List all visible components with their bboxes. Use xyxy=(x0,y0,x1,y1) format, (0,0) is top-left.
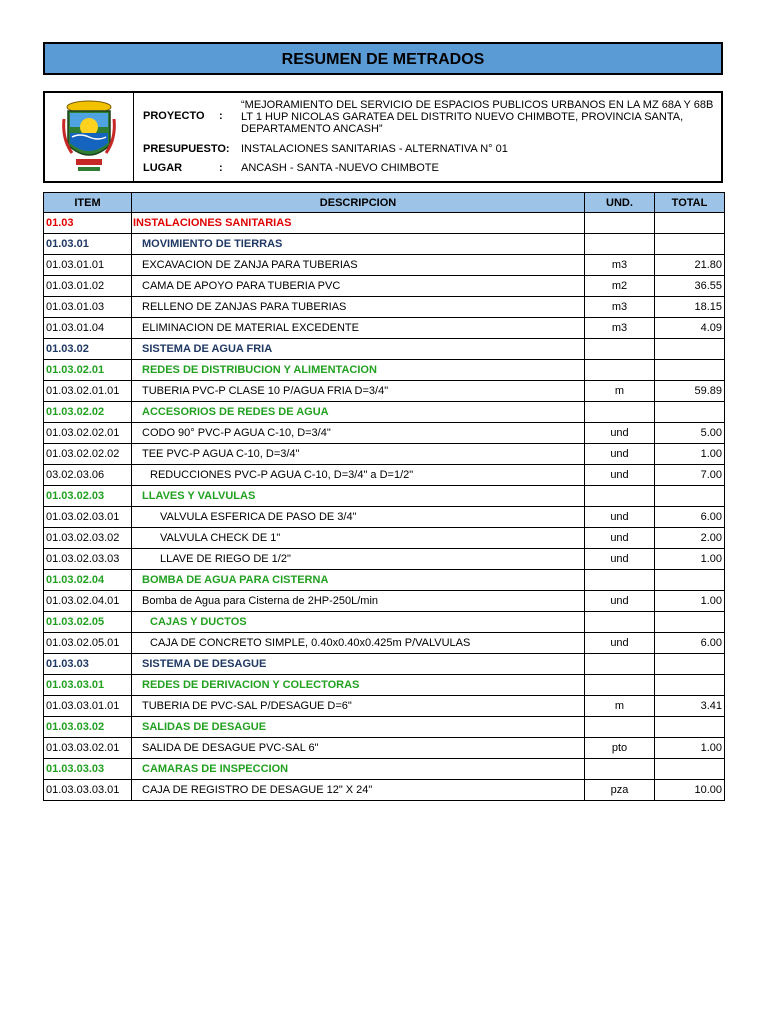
description-cell: SALIDA DE DESAGUE PVC-SAL 6" xyxy=(132,738,585,759)
item-cell: 01.03.03.03.01 xyxy=(44,780,132,801)
total-cell: 1.00 xyxy=(655,738,725,759)
item-cell: 01.03.03.01.01 xyxy=(44,696,132,717)
lugar-label: LUGAR xyxy=(143,162,183,174)
item-cell: 01.03.01 xyxy=(44,234,132,255)
unit-cell xyxy=(585,234,655,255)
description-cell: ACCESORIOS DE REDES DE AGUA xyxy=(132,402,585,423)
item-cell: 01.03.01.01 xyxy=(44,255,132,276)
total-cell: 36.55 xyxy=(655,276,725,297)
table-row xyxy=(44,255,725,276)
table-row xyxy=(44,759,725,780)
item-cell: 01.03 xyxy=(44,213,132,234)
description-cell: BOMBA DE AGUA PARA CISTERNA xyxy=(132,570,585,591)
description-cell: INSTALACIONES SANITARIAS xyxy=(132,213,585,234)
description-cell: CODO 90° PVC-P AGUA C-10, D=3/4" xyxy=(132,423,585,444)
description-cell: LLAVES Y VALVULAS xyxy=(132,486,585,507)
item-cell: 01.03.03.03 xyxy=(44,759,132,780)
total-cell xyxy=(655,570,725,591)
item-cell: 01.03.02.05.01 xyxy=(44,633,132,654)
item-cell: 01.03.02 xyxy=(44,339,132,360)
item-cell: 01.03.02.01 xyxy=(44,360,132,381)
unit-cell: m xyxy=(585,696,655,717)
item-cell: 01.03.01.04 xyxy=(44,318,132,339)
table-row xyxy=(44,675,725,696)
table-row xyxy=(44,738,725,759)
unit-cell xyxy=(585,339,655,360)
total-cell xyxy=(655,213,725,234)
proyecto-value: “MEJORAMIENTO DEL SERVICIO DE ESPACIOS PUBLICOS URBANOS EN LA MZ 68A Y 68B LT 1 HUP NICOLAS GARATEA DEL DISTRITO NUEVO CHIMBOTE, PROVINCIA SANTA, DEPARTAMENTO ANCASH” xyxy=(241,99,714,135)
table-row xyxy=(44,612,725,633)
item-cell: 01.03.02.02.02 xyxy=(44,444,132,465)
total-cell: 1.00 xyxy=(655,549,725,570)
header-descripcion: DESCRIPCION xyxy=(132,193,585,213)
crest-icon xyxy=(62,99,116,173)
header-und: UND. xyxy=(585,193,655,213)
total-cell: 7.00 xyxy=(655,465,725,486)
header-total: TOTAL xyxy=(655,193,725,213)
unit-cell: m2 xyxy=(585,276,655,297)
unit-cell xyxy=(585,213,655,234)
total-cell: 5.00 xyxy=(655,423,725,444)
description-cell: EXCAVACION DE ZANJA PARA TUBERIAS xyxy=(132,255,585,276)
description-cell: REDES DE DERIVACION Y COLECTORAS xyxy=(132,675,585,696)
header-item: ITEM xyxy=(44,193,132,213)
unit-cell xyxy=(585,360,655,381)
description-cell: ELIMINACION DE MATERIAL EXCEDENTE xyxy=(132,318,585,339)
description-cell: MOVIMIENTO DE TIERRAS xyxy=(132,234,585,255)
table-row xyxy=(44,549,725,570)
description-cell: VALVULA CHECK DE 1" xyxy=(132,528,585,549)
unit-cell xyxy=(585,675,655,696)
total-cell xyxy=(655,486,725,507)
item-cell: 01.03.03.02 xyxy=(44,717,132,738)
table-row xyxy=(44,465,725,486)
item-cell: 01.03.02.01.01 xyxy=(44,381,132,402)
unit-cell: m3 xyxy=(585,255,655,276)
description-cell: CAMA DE APOYO PARA TUBERIA PVC xyxy=(132,276,585,297)
unit-cell: und xyxy=(585,549,655,570)
table-row xyxy=(44,381,725,402)
lugar-separator: : xyxy=(219,162,223,174)
item-cell: 01.03.02.03.01 xyxy=(44,507,132,528)
total-cell: 10.00 xyxy=(655,780,725,801)
proyecto-separator: : xyxy=(219,110,223,122)
table-row xyxy=(44,423,725,444)
unit-cell: pto xyxy=(585,738,655,759)
description-cell: CAJA DE REGISTRO DE DESAGUE 12" X 24" xyxy=(132,780,585,801)
unit-cell: und xyxy=(585,423,655,444)
unit-cell: und xyxy=(585,507,655,528)
item-cell: 01.03.01.02 xyxy=(44,276,132,297)
table-row xyxy=(44,486,725,507)
description-cell: VALVULA ESFERICA DE PASO DE 3/4" xyxy=(132,507,585,528)
item-cell: 01.03.03.01 xyxy=(44,675,132,696)
unit-cell xyxy=(585,654,655,675)
total-cell xyxy=(655,402,725,423)
item-cell: 01.03.03.02.01 xyxy=(44,738,132,759)
table-row xyxy=(44,213,725,234)
description-cell: TUBERIA DE PVC-SAL P/DESAGUE D=6" xyxy=(132,696,585,717)
total-cell: 6.00 xyxy=(655,507,725,528)
unit-cell: pza xyxy=(585,780,655,801)
unit-cell: und xyxy=(585,633,655,654)
item-cell: 01.03.02.03 xyxy=(44,486,132,507)
description-cell: REDUCCIONES PVC-P AGUA C-10, D=3/4" a D=1/2" xyxy=(132,465,585,486)
description-cell: Bomba de Agua para Cisterna de 2HP-250L/min xyxy=(132,591,585,612)
unit-cell xyxy=(585,402,655,423)
description-cell: TEE PVC-P AGUA C-10, D=3/4" xyxy=(132,444,585,465)
table-row xyxy=(44,507,725,528)
municipal-logo xyxy=(45,93,134,181)
table-row xyxy=(44,276,725,297)
total-cell: 18.15 xyxy=(655,297,725,318)
table-row xyxy=(44,402,725,423)
table-row xyxy=(44,717,725,738)
item-cell: 01.03.01.03 xyxy=(44,297,132,318)
unit-cell xyxy=(585,570,655,591)
unit-cell: m3 xyxy=(585,297,655,318)
total-cell: 21.80 xyxy=(655,255,725,276)
total-cell xyxy=(655,234,725,255)
table-row xyxy=(44,318,725,339)
total-cell: 1.00 xyxy=(655,591,725,612)
description-cell: CAJA DE CONCRETO SIMPLE, 0.40x0.40x0.425m P/VALVULAS xyxy=(132,633,585,654)
description-cell: SALIDAS DE DESAGUE xyxy=(132,717,585,738)
page-title: RESUMEN DE METRADOS xyxy=(43,42,723,75)
table-row xyxy=(44,654,725,675)
lugar-value: ANCASH - SANTA -NUEVO CHIMBOTE xyxy=(241,162,439,174)
table-row xyxy=(44,528,725,549)
total-cell xyxy=(655,360,725,381)
total-cell xyxy=(655,759,725,780)
unit-cell: und xyxy=(585,591,655,612)
table-row xyxy=(44,696,725,717)
item-cell: 01.03.02.02.01 xyxy=(44,423,132,444)
table-row xyxy=(44,360,725,381)
item-cell: 01.03.02.04.01 xyxy=(44,591,132,612)
table-row xyxy=(44,780,725,801)
unit-cell: und xyxy=(585,444,655,465)
total-cell xyxy=(655,612,725,633)
description-cell: SISTEMA DE DESAGUE xyxy=(132,654,585,675)
total-cell xyxy=(655,675,725,696)
total-cell: 59.89 xyxy=(655,381,725,402)
table-header-row xyxy=(44,193,725,213)
presupuesto-value: INSTALACIONES SANITARIAS - ALTERNATIVA N° 01 xyxy=(241,143,508,155)
table-row xyxy=(44,633,725,654)
table-row xyxy=(44,591,725,612)
item-cell: 01.03.02.05 xyxy=(44,612,132,633)
unit-cell xyxy=(585,717,655,738)
total-cell: 2.00 xyxy=(655,528,725,549)
description-cell: REDES DE DISTRIBUCION Y ALIMENTACION xyxy=(132,360,585,381)
total-cell xyxy=(655,654,725,675)
metrados-table xyxy=(43,192,725,801)
description-cell: CAJAS Y DUCTOS xyxy=(132,612,585,633)
table-row xyxy=(44,570,725,591)
unit-cell: m xyxy=(585,381,655,402)
total-cell xyxy=(655,339,725,360)
item-cell: 01.03.02.02 xyxy=(44,402,132,423)
total-cell: 1.00 xyxy=(655,444,725,465)
unit-cell: und xyxy=(585,465,655,486)
total-cell: 6.00 xyxy=(655,633,725,654)
table-row xyxy=(44,339,725,360)
item-cell: 01.03.02.03.02 xyxy=(44,528,132,549)
item-cell: 03.02.03.06 xyxy=(44,465,132,486)
table-row xyxy=(44,297,725,318)
table-row xyxy=(44,444,725,465)
unit-cell xyxy=(585,759,655,780)
total-cell: 3.41 xyxy=(655,696,725,717)
item-cell: 01.03.02.04 xyxy=(44,570,132,591)
description-cell: SISTEMA DE AGUA FRIA xyxy=(132,339,585,360)
unit-cell: m3 xyxy=(585,318,655,339)
presupuesto-label: PRESUPUESTO: xyxy=(143,143,230,155)
item-cell: 01.03.03 xyxy=(44,654,132,675)
proyecto-label: PROYECTO xyxy=(143,110,205,122)
unit-cell xyxy=(585,612,655,633)
description-cell: LLAVE DE RIEGO DE 1/2" xyxy=(132,549,585,570)
description-cell: RELLENO DE ZANJAS PARA TUBERIAS xyxy=(132,297,585,318)
item-cell: 01.03.02.03.03 xyxy=(44,549,132,570)
description-cell: TUBERIA PVC-P CLASE 10 P/AGUA FRIA D=3/4" xyxy=(132,381,585,402)
unit-cell xyxy=(585,486,655,507)
table-row xyxy=(44,234,725,255)
unit-cell: und xyxy=(585,528,655,549)
total-cell: 4.09 xyxy=(655,318,725,339)
description-cell: CAMARAS DE INSPECCION xyxy=(132,759,585,780)
total-cell xyxy=(655,717,725,738)
project-info-panel xyxy=(43,91,723,183)
